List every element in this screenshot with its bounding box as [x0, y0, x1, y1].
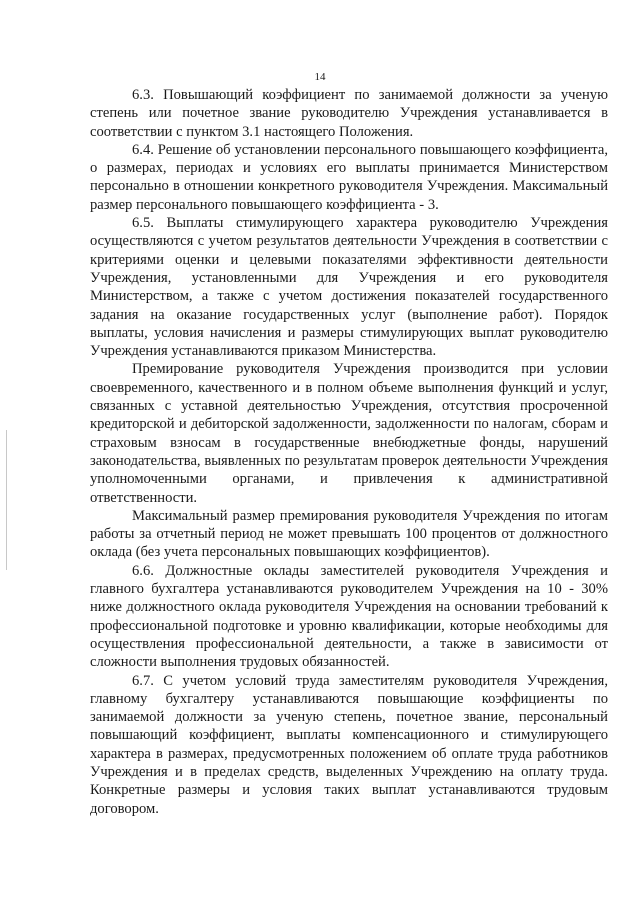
page-number: 14 — [314, 71, 326, 83]
paragraph-6-3: 6.3. Повышающий коэффициент по занимаемой должности за ученую степень или почетное звание руководителю Учреждения устанавливается в соответствии с пунктом 3.1 настоящего Положения. — [90, 87, 608, 140]
paragraph-bonus-maximum: Максимальный размер премирования руководителя Учреждения по итогам работы за отчетный период не может превышать 100 процентов от должностного оклада (без учета персональных повышающих коэффициентов). — [90, 507, 608, 561]
paragraph-6-4: 6.4. Решение об установлении персонального повышающего коэффициента, о размерах, периодах и условиях его выплаты принимается Министерством персонально в отношении конкретного руководителя Учреждения. Максимальный размер персонального повышающего коэффициента - 3. — [90, 141, 608, 213]
document-body — [90, 86, 608, 818]
paragraph-6-6: 6.6. Должностные оклады заместителей руководителя Учреждения и главного бухгалтера устанавливаются руководителем Учреждения на 10 - 30% ниже должностного оклада руководителя Учреждения на основании требований к профессиональной подготовке и уровню квалификации, которые необходимы для осуществления профессиональной деятельности, а также в зависимости от сложности выполнения трудовых обязанностей. — [90, 562, 608, 671]
scan-edge-mark — [6, 430, 7, 570]
paragraph-6-5: 6.5. Выплаты стимулирующего характера руководителю Учреждения осуществляются с учетом результатов деятельности Учреждения в соответствии с критериями оценки и целевыми показателями эффективности деятельности Учреждения, установленными для Учреждения и его руководителя Министерством, а также с учетом достижения показателей государственного задания на оказание государственных услуг (выполнение работ). Порядок выплаты, условия начисления и размеры стимулирующих выплат руководителю Учреждения устанавливаются приказом Министерства. — [90, 215, 608, 360]
paragraph-bonus-conditions: Премирование руководителя Учреждения производится при условии своевременного, качественного и в полном объеме выполнения функций и услуг, связанных с уставной деятельностью Учреждения, отсутствия просроченной кредиторской и дебиторской задолженности, задолженности по налогам, сборам и страховым взносам в государственные внебюджетные фонды, нарушений законодательства, выявленных по результатам проверок деятельности Учреждения уполномоченными органами, и привлечения к административной ответственности. — [90, 361, 608, 506]
paragraph-6-7: 6.7. С учетом условий труда заместителям руководителя Учреждения, главному бухгалтеру устанавливаются повышающие коэффициенты по занимаемой должности за ученую степень, почетное звание, персональный повышающий коэффициент, выплаты компенсационного и стимулирующего характера в размерах, предусмотренных положением об оплате труда работников Учреждения и в пределах средств, выделенных Учреждению на оплату труда. Конкретные размеры и условия таких выплат устанавливаются трудовым договором. — [90, 672, 608, 817]
